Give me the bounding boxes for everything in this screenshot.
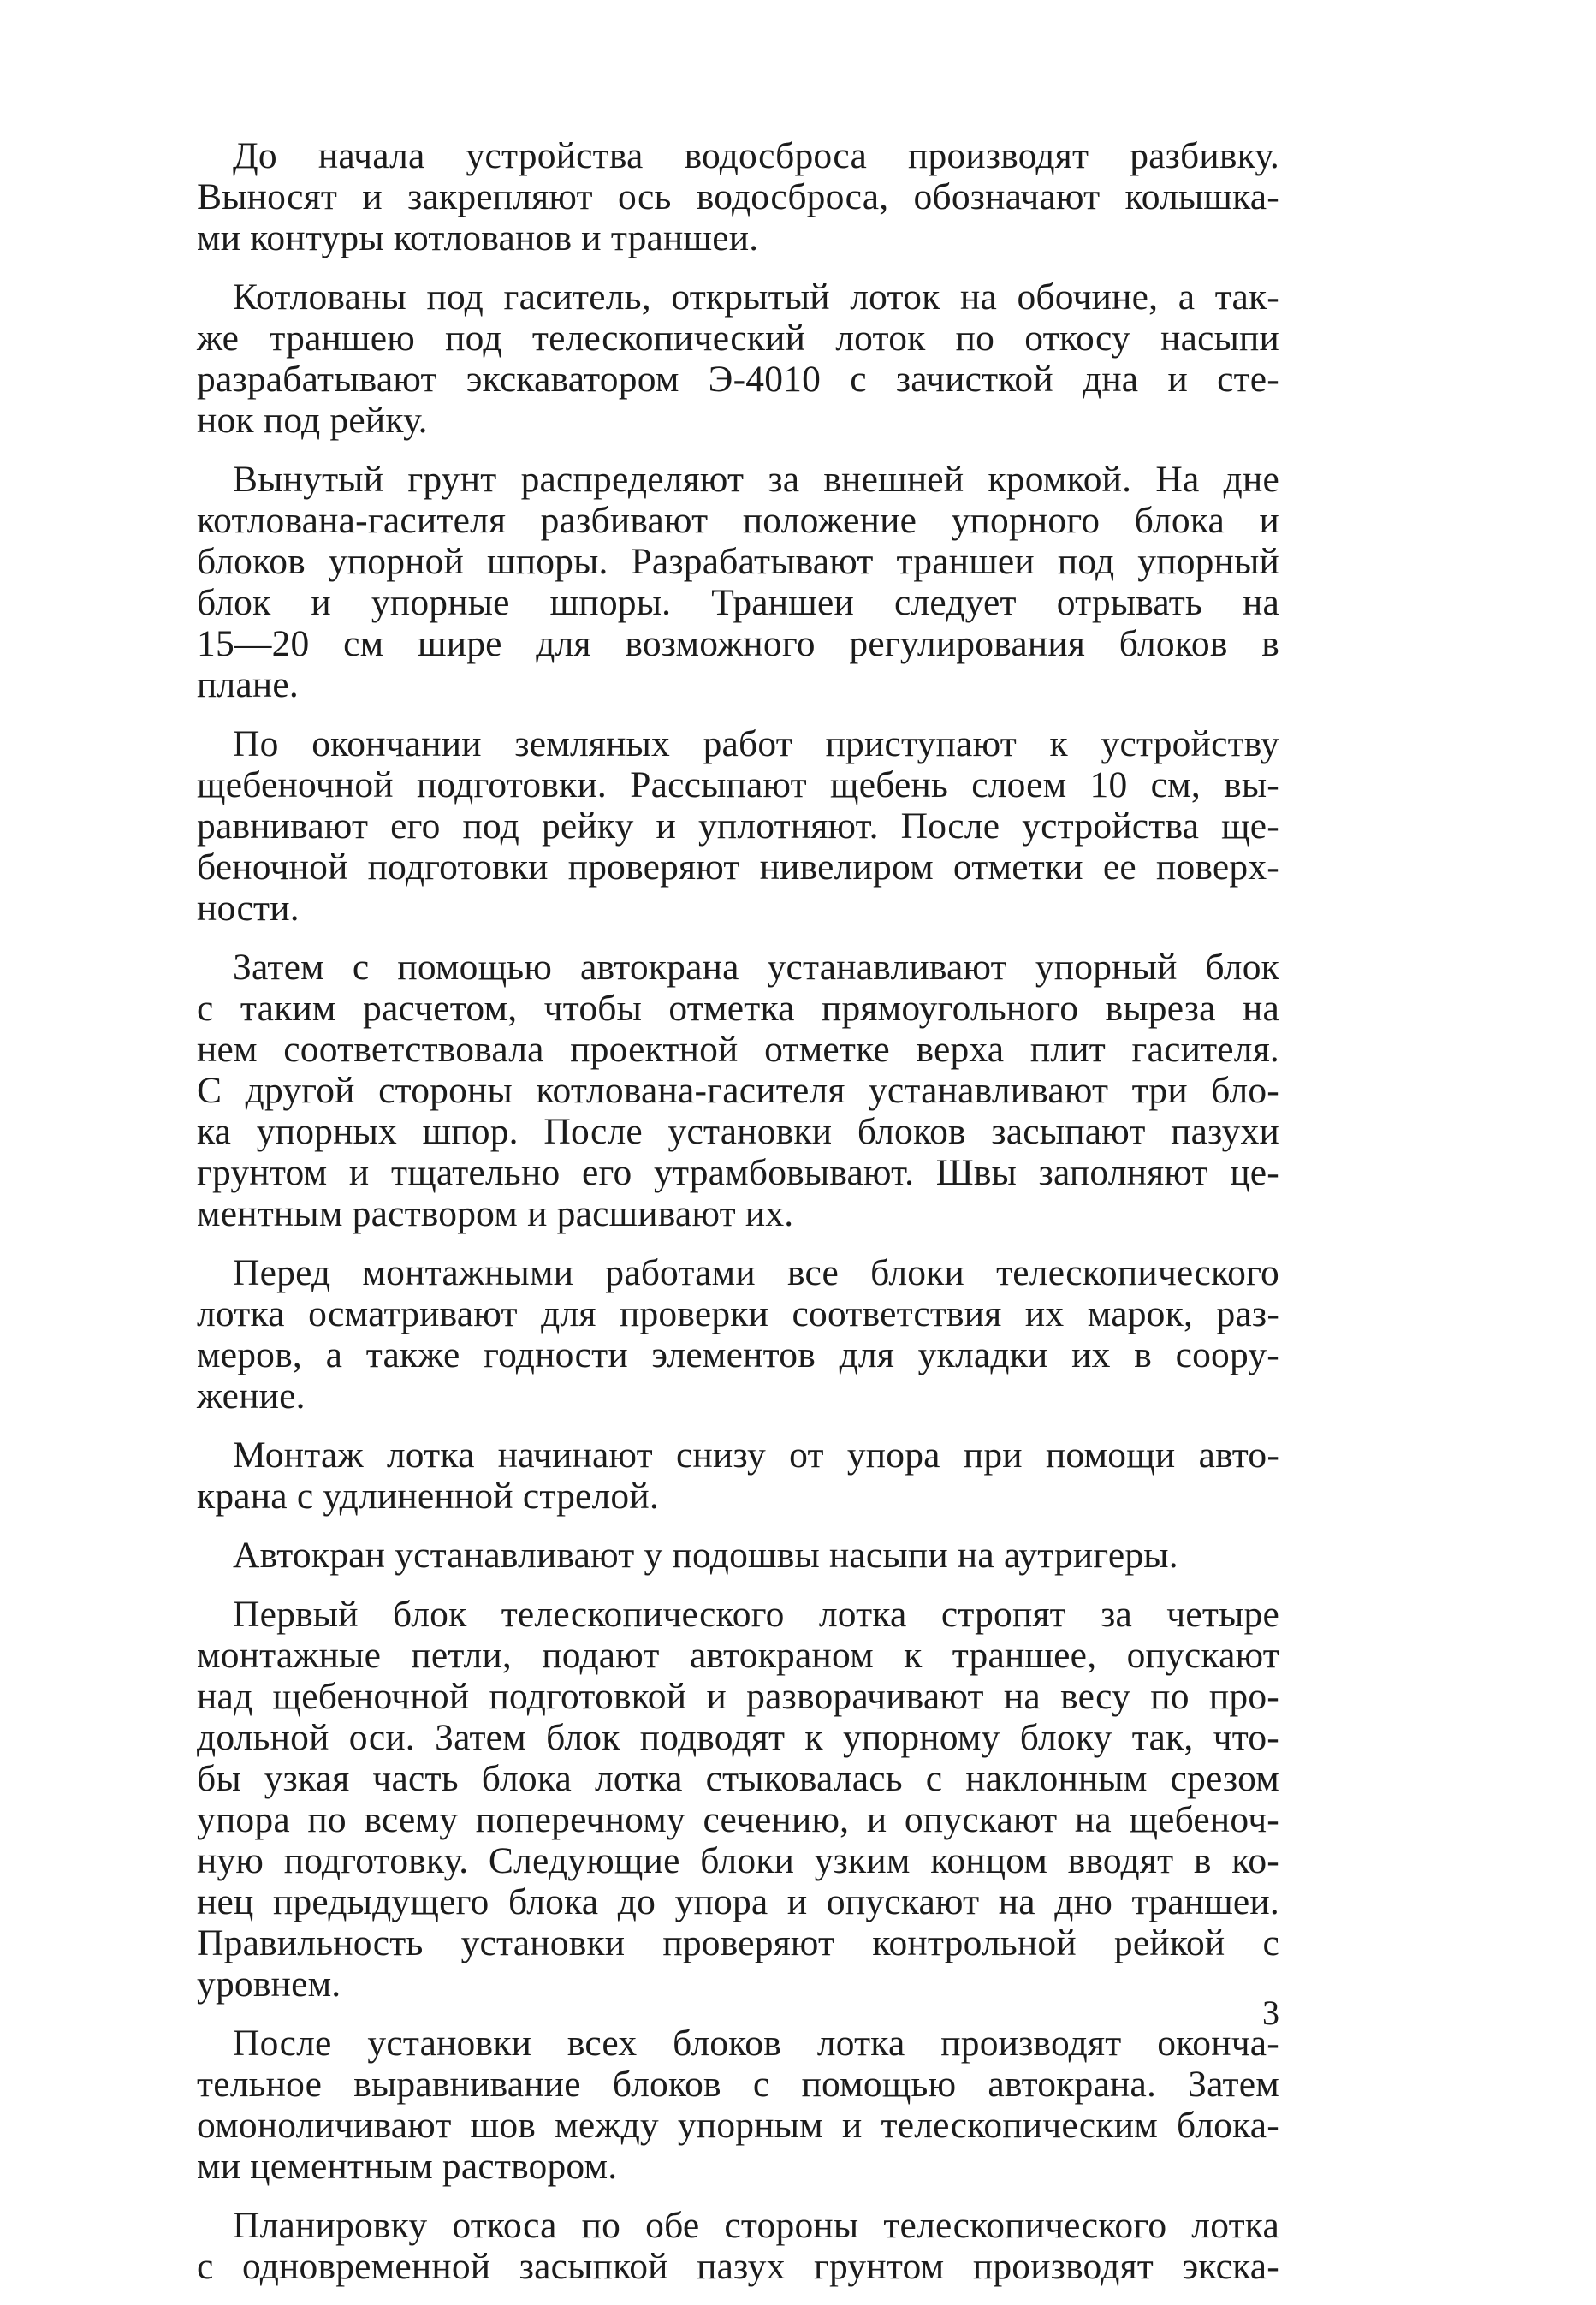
text-line: Монтаж лотка начинают снизу от упора при помощи авто- [233, 1435, 1279, 1476]
text-line: же траншею под телескопический лоток по откосу насыпи [197, 318, 1279, 359]
text-line: с одновременной засыпкой пазух грунтом производят экска- [197, 2246, 1279, 2287]
text-line: ми контуры котлованов и траншеи. [197, 217, 759, 258]
paragraph [197, 1252, 1279, 1417]
text-line: Выносят и закрепляют ось водосброса, обозначают колышка- [197, 176, 1279, 217]
text-line: 15—20 см шире для возможного регулирования блоков в [197, 623, 1279, 664]
text-line: ка упорных шпор. После установки блоков засыпают пазухи [197, 1111, 1279, 1152]
paragraph [197, 135, 1279, 258]
text-line: тельное выравнивание блоков с помощью автокрана. Затем [197, 2064, 1279, 2105]
text-line: ментным раствором и расшивают их. [197, 1193, 794, 1234]
text-line: С другой стороны котлована-гасителя устанавливают три бло- [197, 1070, 1279, 1111]
text-line: котлована-гасителя разбивают положение упорного блока и [197, 500, 1279, 541]
text-line: После установки всех блоков лотка производят оконча- [233, 2023, 1279, 2064]
paragraph [197, 2205, 1279, 2287]
text-line: нок под рейку. [197, 400, 428, 441]
text-line: лотка осматривают для проверки соответствия их марок, раз- [197, 1293, 1279, 1334]
text-line: бы узкая часть блока лотка стыковалась с наклонным срезом [197, 1758, 1279, 1799]
text-line: плане. [197, 664, 299, 705]
text-line: равнивают его под рейку и уплотняют. После устройства ще- [197, 805, 1279, 847]
text-line: Перед монтажными работами все блоки телескопического [233, 1252, 1279, 1293]
text-line: Первый блок телескопического лотка стропят за четыре [233, 1594, 1279, 1635]
paragraph [197, 1435, 1279, 1517]
text-line: разрабатывают экскаватором Э-4010 с зачисткой дна и сте- [197, 359, 1279, 400]
text-line: нец предыдущего блока до упора и опускают на дно траншеи. [197, 1881, 1279, 1922]
text-line: беночной подготовки проверяют нивелиром отметки ее поверх- [197, 847, 1279, 888]
paragraph [197, 276, 1279, 441]
text-line: нем соответствовала проектной отметке верха плит гасителя. [197, 1029, 1279, 1070]
text-line: Автокран устанавливают у подошвы насыпи на аутригеры. [233, 1535, 1178, 1576]
paragraph [197, 947, 1279, 1234]
text-line: Затем с помощью автокрана устанавливают упорный блок [233, 947, 1279, 988]
text-line: блоков упорной шпоры. Разрабатывают траншеи под упорный [197, 541, 1279, 582]
text-line: над щебеночной подготовкой и разворачивают на весу по про- [197, 1676, 1279, 1717]
paragraph [197, 723, 1279, 929]
text-line: По окончании земляных работ приступают к устройству [233, 723, 1279, 764]
page-number: 3 [1262, 1993, 1279, 2032]
text-line: Котлованы под гаситель, открытый лоток на обочине, а так- [233, 276, 1279, 318]
text-line: ную подготовку. Следующие блоки узким концом вводят в ко- [197, 1840, 1279, 1881]
text-line: До начала устройства водосброса производят разбивку. [233, 135, 1279, 176]
text-line: меров, а также годности элементов для укладки их в соору- [197, 1334, 1279, 1375]
text-line: жение. [197, 1375, 306, 1417]
text-line: грунтом и тщательно его утрамбовывают. Швы заполняют це- [197, 1152, 1279, 1193]
text-line: ми цементным раствором. [197, 2146, 618, 2187]
text-line: Правильность установки проверяют контрольной рейкой с [197, 1922, 1279, 1963]
text-line: крана с удлиненной стрелой. [197, 1476, 659, 1517]
text-line: уровнем. [197, 1963, 341, 2005]
text-line: щебеночной подготовки. Рассыпают щебень слоем 10 см, вы- [197, 764, 1279, 805]
text-line: дольной оси. Затем блок подводят к упорному блоку так, что- [197, 1717, 1279, 1758]
paragraph [197, 2023, 1279, 2187]
paragraph [197, 459, 1279, 705]
text-line: ности. [197, 888, 300, 929]
text-line: блок и упорные шпоры. Траншеи следует отрывать на [197, 582, 1279, 623]
text-line: омоноличивают шов между упорным и телескопическим блока- [197, 2105, 1279, 2146]
page-body [197, 135, 1279, 2305]
text-line: Планировку откоса по обе стороны телескопического лотка [233, 2205, 1279, 2246]
text-line: с таким расчетом, чтобы отметка прямоугольного выреза на [197, 988, 1279, 1029]
text-line: Вынутый грунт распределяют за внешней кромкой. На дне [233, 459, 1279, 500]
text-line: монтажные петли, подают автокраном к траншее, опускают [197, 1635, 1279, 1676]
paragraph [197, 1594, 1279, 2005]
paragraph [197, 1535, 1279, 1576]
text-line: упора по всему поперечному сечению, и опускают на щебеноч- [197, 1799, 1279, 1840]
